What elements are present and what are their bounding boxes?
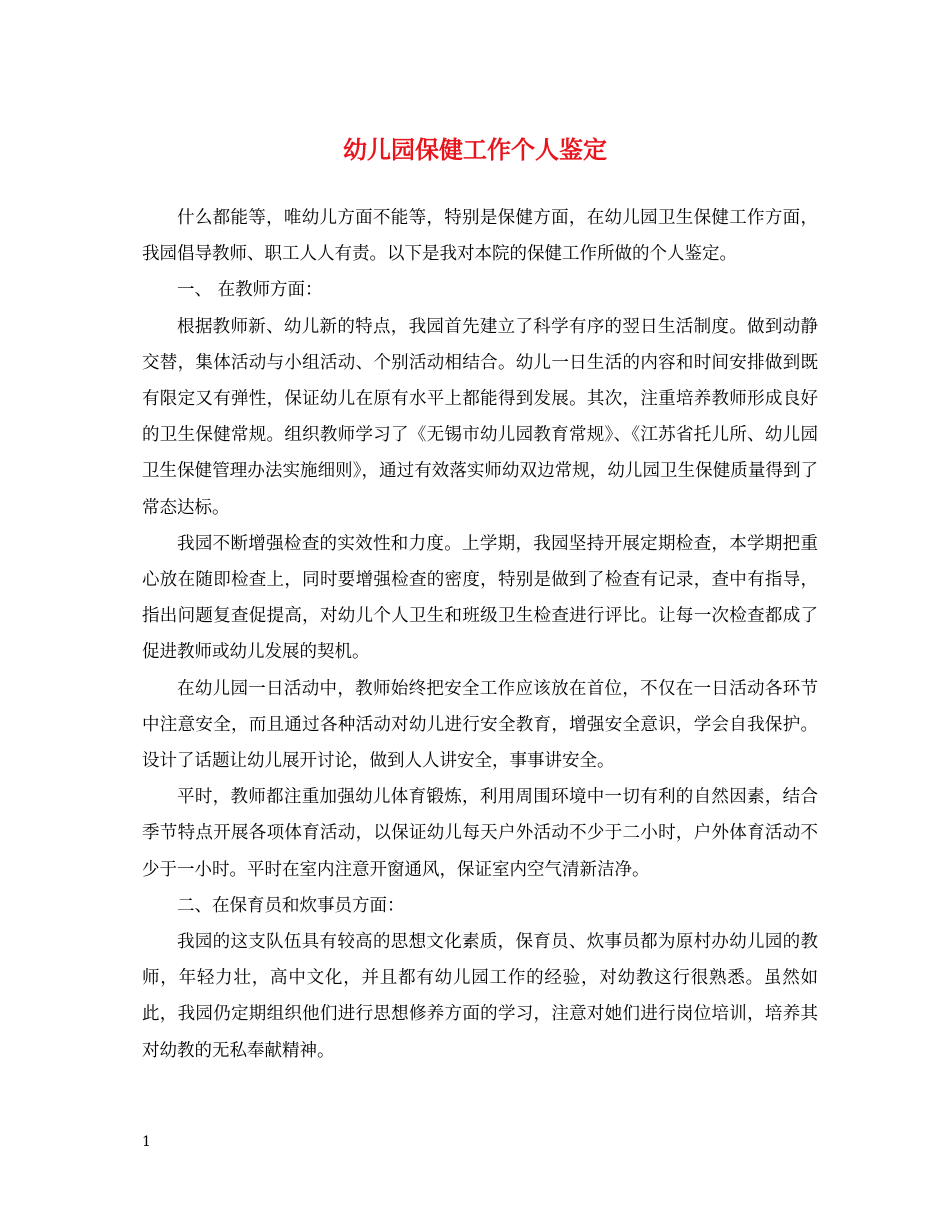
section-heading-staff: 二、在保育员和炊事员方面： — [177, 895, 405, 916]
paragraph-routine: 根据教师新、幼儿新的特点，我园首先建立了科学有序的翌日生活制度。做到动静交替，集体活动与小组活动、个别活动相结合。幼儿一日生活的内容和时间安排做到既有限定又有弹性，保证幼儿在原有水平上都能得到发展。其次，注重培养教师形成良好的卫生保健常规。组织教师学习了《无锡市幼儿园教育常规》、《江苏省托儿所、幼儿园卫生保健管理办法实施细则》，通过有效落实师幼双边常规，幼儿园卫生保健质量得到了常态达标。 — [142, 316, 818, 518]
paragraph-intro: 什么都能等，唯幼儿方面不能等，特别是保健方面，在幼儿园卫生保健工作方面，我园倡导教师、职工人人有责。以下是我对本院的保健工作所做的个人鉴定。 — [142, 208, 818, 265]
document-body — [142, 200, 818, 1069]
page-number: 1 — [142, 1134, 151, 1150]
document-title: 幼儿园保健工作个人鉴定 — [343, 135, 607, 164]
paragraph-exercise: 平时，教师都注重加强幼儿体育锻炼，利用周围环境中一切有利的自然因素，结合季节特点开展各项体育活动，以保证幼儿每天户外活动不少于二小时，户外体育活动不少于一小时。平时在室内注意开窗通风，保证室内空气清新洁净。 — [142, 787, 818, 880]
paragraph-staff: 我园的这支队伍具有较高的思想文化素质，保育员、炊事员都为原村办幼儿园的教师，年轻力壮，高中文化，并且都有幼儿园工作的经验，对幼教这行很熟悉。虽然如此，我园仍定期组织他们进行思想修养方面的学习，注意对她们进行岗位培训，培养其对幼教的无私奉献精神。 — [142, 932, 818, 1061]
section-heading-teachers: 一、 在教师方面： — [177, 280, 323, 301]
paragraph-inspection: 我园不断增强检查的实效性和力度。上学期，我园坚持开展定期检查，本学期把重心放在随即检查上，同时要增强检查的密度，特别是做到了检查有记录，查中有指导，指出问题复查促提高，对幼儿个人卫生和班级卫生检查进行评比。让每一次检查都成了促进教师或幼儿发展的契机。 — [142, 533, 818, 663]
paragraph-safety: 在幼儿园一日活动中，教师始终把安全工作应该放在首位，不仅在一日活动各环节中注意安全，而且通过各种活动对幼儿进行安全教育，增强安全意识，学会自我保护。设计了话题让幼儿展开讨论，做到人人讲安全，事事讲安全。 — [142, 678, 818, 772]
